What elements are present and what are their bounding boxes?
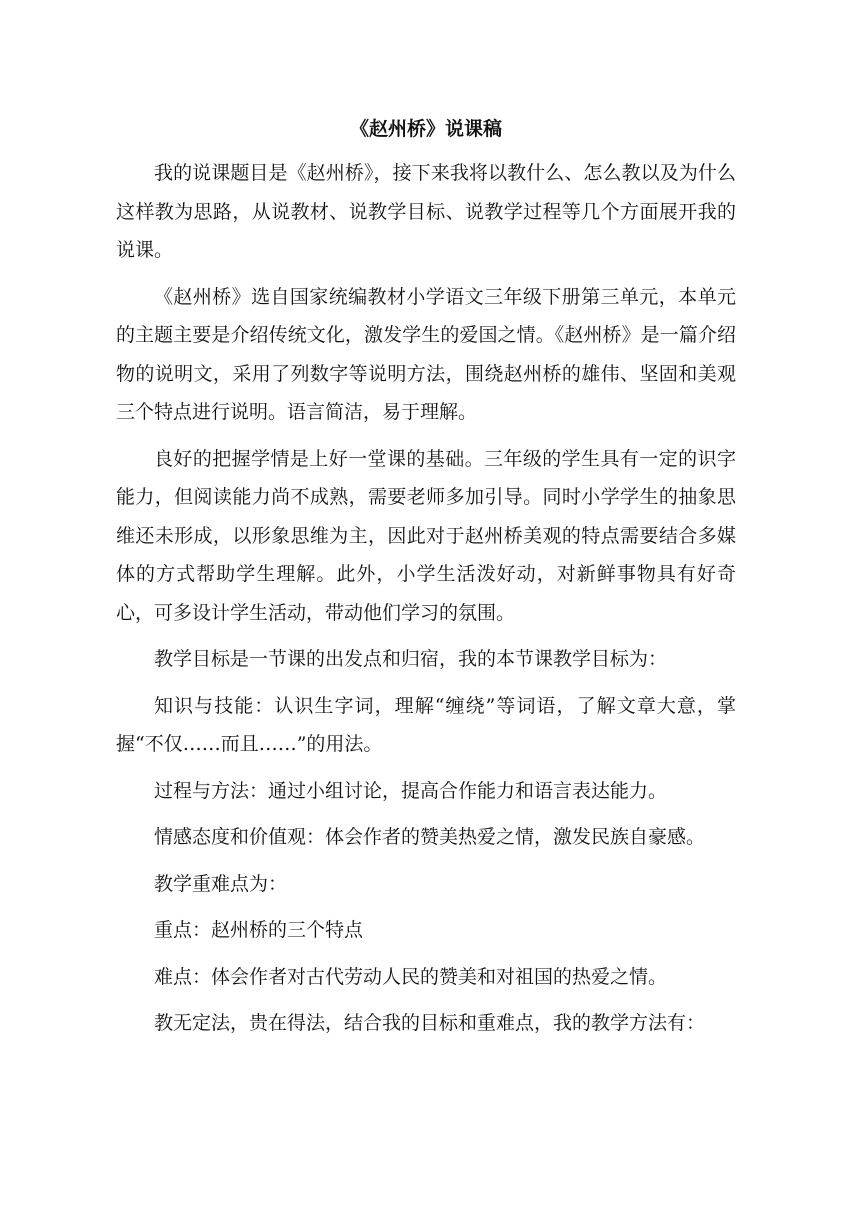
document-page xyxy=(116,112,736,1043)
paragraph-teaching-methods: 教无定法，贵在得法，结合我的目标和重难点，我的教学方法有： xyxy=(154,1012,706,1034)
paragraph-emotion-values: 情感态度和价值观：体会作者的赞美热爱之情，激发民族自豪感。 xyxy=(154,826,706,848)
paragraph-difficult-point: 难点：体会作者对古代劳动人民的赞美和对祖国的热爱之情。 xyxy=(154,965,668,988)
document-title: 《赵州桥》说课稿 xyxy=(349,118,502,140)
paragraph-process-methods: 过程与方法：通过小组讨论，提高合作能力和语言表达能力。 xyxy=(154,779,668,802)
paragraph-intro: 我的说课题目是《赵州桥》，接下来我将以教什么、怎么教以及为什么这样教为思路，从说教材、说教学目标、说教学过程等几个方面展开我的说课。 xyxy=(116,162,736,261)
paragraph-knowledge-skills: 知识与技能：认识生字词，理解“缠绕”等词语，了解文章大意，掌握“不仅……而且……”的用法。 xyxy=(116,694,736,755)
paragraph-textbook: 《赵州桥》选自国家统编教材小学语文三年级下册第三单元，本单元的主题主要是介绍传统文化，激发学生的爱国之情。《赵州桥》是一篇介绍物的说明文，采用了列数字等说明方法，围绕赵州桥的雄伟、坚固和美观三个特点进行说明。语言简洁，易于理解。 xyxy=(116,285,736,423)
paragraph-key-point: 重点：赵州桥的三个特点 xyxy=(154,919,364,941)
paragraph-key-points-intro: 教学重难点为： xyxy=(154,872,288,895)
paragraph-objectives-intro: 教学目标是一节课的出发点和归宿，我的本节课教学目标为： xyxy=(154,648,668,670)
paragraph-students: 良好的把握学情是上好一堂课的基础。三年级的学生具有一定的识字能力，但阅读能力尚不成熟，需要老师多加引导。同时小学学生的抽象思维还未形成，以形象思维为主，因此对于赵州桥美观的特点需要结合多媒体的方式帮助学生理解。此外，小学生活泼好动，对新鲜事物具有好奇心，可多设计学生活动，带动他们学习的氛围。 xyxy=(116,447,736,624)
